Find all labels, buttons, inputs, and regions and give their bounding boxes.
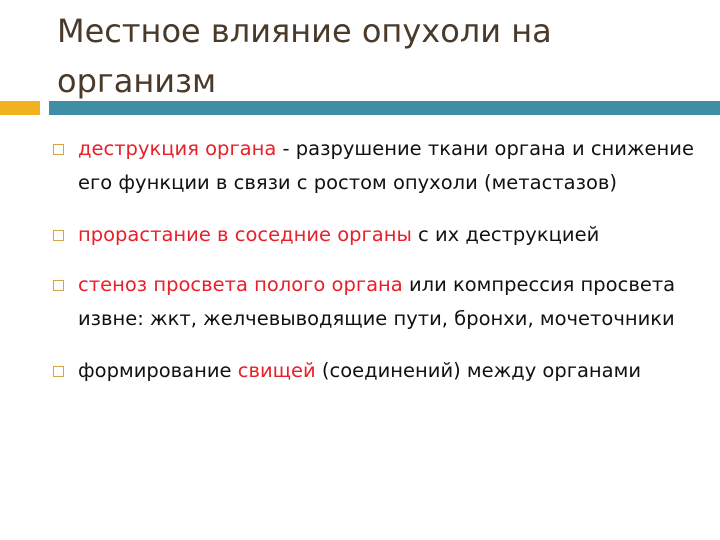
bullet-text-prefix: формирование bbox=[78, 359, 238, 382]
title-accent-bar bbox=[0, 101, 40, 115]
square-bullet-icon bbox=[53, 280, 64, 291]
bullet-item bbox=[53, 132, 698, 200]
bullet-highlight: стеноз просвета полого органа bbox=[78, 273, 403, 296]
bullet-text: - разрушение ткани органа и снижение его функции в связи с ростом опухоли (метастазов) bbox=[78, 137, 694, 194]
title-divider-bar bbox=[49, 101, 720, 115]
bullet-item bbox=[53, 218, 698, 252]
bullet-highlight: свищей bbox=[237, 359, 316, 382]
slide-title: Местное влияние опухоли на организм bbox=[57, 12, 552, 100]
square-bullet-icon bbox=[53, 144, 64, 155]
bullet-list bbox=[53, 132, 698, 406]
bullet-text: (соединений) между органами bbox=[315, 359, 642, 382]
bullet-text: с их деструкцией bbox=[411, 223, 600, 246]
bullet-text: или компрессия просвета извне: жкт, желчевыводящие пути, бронхи, мочеточники bbox=[78, 273, 676, 330]
square-bullet-icon bbox=[53, 366, 64, 377]
bullet-highlight: деструкция органа bbox=[78, 137, 277, 160]
square-bullet-icon bbox=[53, 230, 64, 241]
bullet-item bbox=[53, 354, 698, 388]
bullet-highlight: прорастание в соседние органы bbox=[78, 223, 412, 246]
bullet-item bbox=[53, 268, 698, 336]
